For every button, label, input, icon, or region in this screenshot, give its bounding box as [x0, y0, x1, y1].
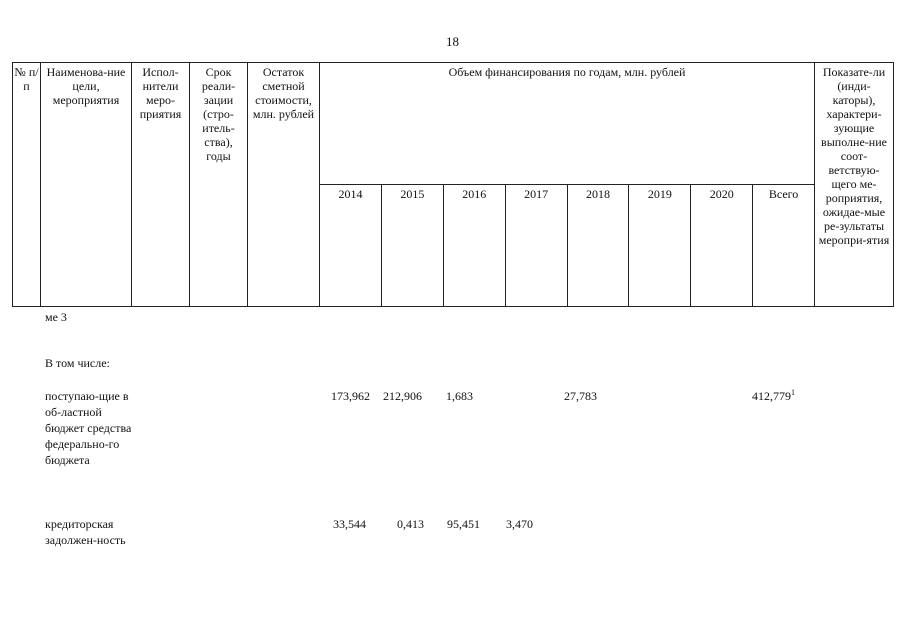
- row-1-value-2016: 1,683: [446, 389, 473, 403]
- header-year-2020: 2020: [691, 185, 753, 307]
- header-year-2016: 2016: [443, 185, 505, 307]
- row-1-value-2014: 173,962: [331, 389, 370, 403]
- including-label: В том числе:: [45, 356, 110, 370]
- row-1-label: поступаю-щие в об-ластной бюджет средства федерально-го бюджета: [45, 389, 132, 467]
- header-indicators: Показате-ли (инди-каторы), характери-зующие выполне-ние соот-ветствую-щего ме-роприятия, ожидае-мые ре-зультаты меропри-ятия: [815, 63, 894, 307]
- row-2-value-2014: 33,544: [333, 517, 366, 531]
- header-num: № п/п: [13, 63, 41, 307]
- row-1-total-footnote: 1: [791, 388, 795, 397]
- row-2-value-2016: 95,451: [447, 517, 480, 531]
- header-name: Наименова-ние цели, мероприятия: [41, 63, 132, 307]
- header-rest: Остаток сметной стоимости, млн. рублей: [248, 63, 320, 307]
- carryover-text: ме 3: [45, 310, 67, 324]
- header-year-2015: 2015: [381, 185, 443, 307]
- header-funding: Объем финансирования по годам, млн. рублей: [320, 63, 815, 185]
- row-2-value-2015: 0,413: [397, 517, 424, 531]
- row-1-value-2018: 27,783: [564, 389, 597, 403]
- row-2-label: кредиторская задолжен-ность: [45, 517, 126, 547]
- header-year-2019: 2019: [629, 185, 691, 307]
- header-year-2014: 2014: [320, 185, 382, 307]
- row-1-total-number: 412,779: [752, 389, 791, 403]
- header-executors: Испол-нители меро-приятия: [132, 63, 190, 307]
- row-1-value-2015: 212,906: [383, 389, 422, 403]
- row-1-value-total: [752, 388, 795, 404]
- header-year-total: Всего: [753, 185, 815, 307]
- header-term: Срок реали-зации (стро-итель-ства), годы: [190, 63, 248, 307]
- table-header: [12, 62, 894, 307]
- row-2-value-2017: 3,470: [506, 517, 533, 531]
- page-number: 18: [446, 34, 459, 49]
- header-year-2017: 2017: [505, 185, 567, 307]
- header-year-2018: 2018: [567, 185, 629, 307]
